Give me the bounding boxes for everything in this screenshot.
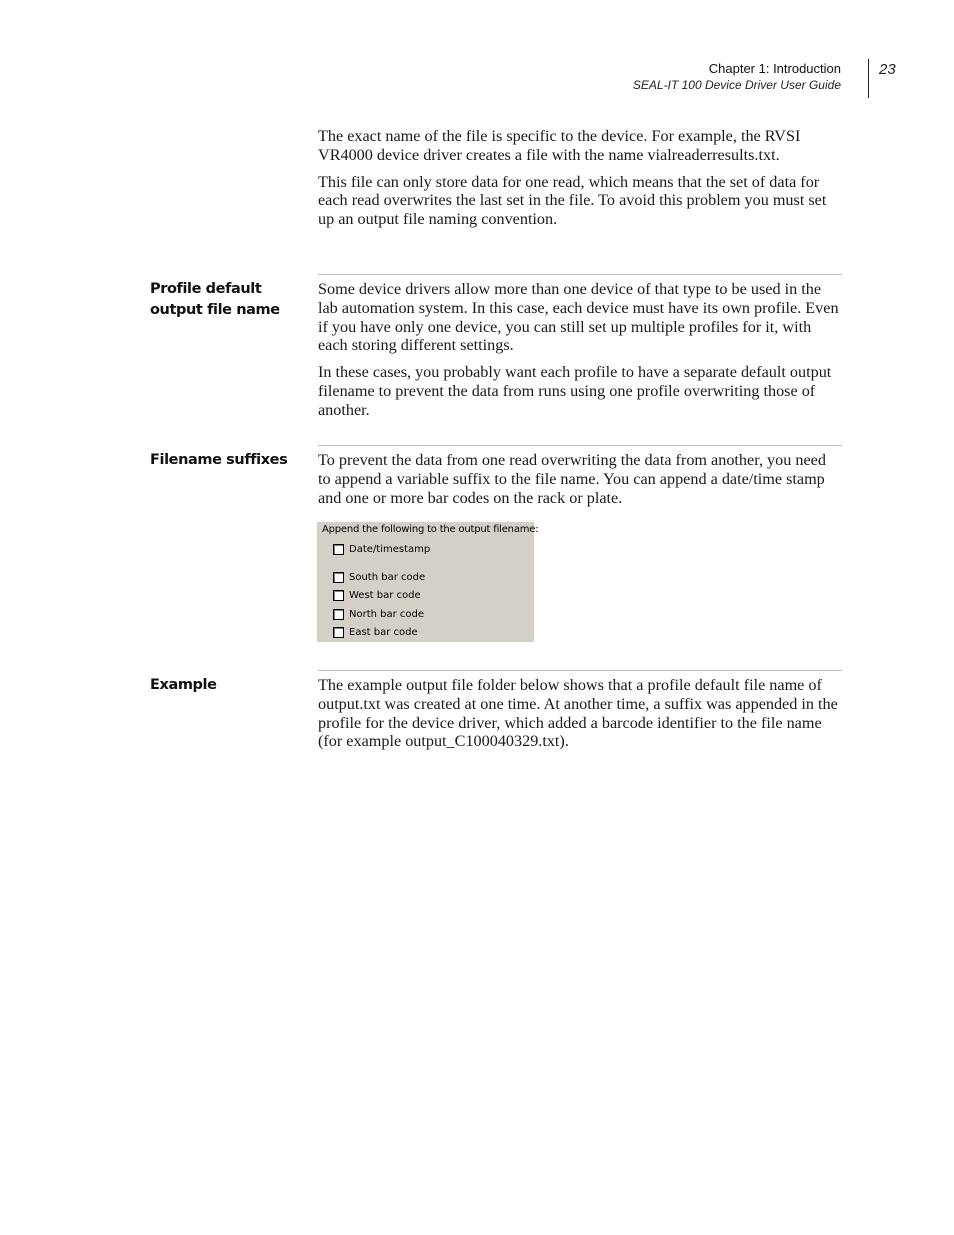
north-bar-code-checkbox[interactable] <box>333 609 344 620</box>
chapter-title: Chapter 1: Introduction <box>708 61 841 76</box>
example-section <box>318 676 842 759</box>
west-bar-code-option[interactable] <box>333 588 421 602</box>
intro-section <box>318 127 842 237</box>
example-paragraph-1: The example output file folder below shows that a profile default file name of output.txt was created at one time. At another time, a suffix was appended in the profile for the device driver, which added a barcode identifier to the file name (for example output_C100040329.txt). <box>318 676 838 751</box>
west-bar-code-label: West bar code <box>349 589 421 601</box>
intro-paragraph-2: This file can only store data for one read, which means that the set of data for each read overwrites the last set in the file. To avoid this problem you must set up an output file naming convention. <box>318 172 827 229</box>
east-bar-code-option[interactable] <box>333 625 418 639</box>
east-bar-code-checkbox[interactable] <box>333 627 344 638</box>
append-options-panel <box>317 522 539 642</box>
date-timestamp-checkbox[interactable] <box>333 544 344 555</box>
running-header <box>633 61 841 93</box>
south-bar-code-label: South bar code <box>349 571 426 583</box>
section-divider <box>318 670 842 671</box>
north-bar-code-option[interactable] <box>333 607 424 621</box>
guide-title: SEAL-IT 100 Device Driver User Guide <box>632 78 841 92</box>
profile-default-paragraph-1: Some device drivers allow more than one device of that type to be used in the lab automation system. In this case, each device must have its own profile. Even if you have only one device, you can still set up multiple profiles for it, with each storing different settings. <box>318 280 839 355</box>
section-divider <box>318 445 842 446</box>
date-timestamp-label: Date/timestamp <box>349 543 431 555</box>
page-number: 23 <box>879 61 896 78</box>
profile-default-section <box>318 280 842 428</box>
intro-paragraph-1: The exact name of the file is specific to the device. For example, the RVSI VR4000 device driver creates a file with the name vialreaderresults.txt. <box>318 127 801 164</box>
example-heading: Example <box>150 677 217 693</box>
filename-suffixes-paragraph-1: To prevent the data from one read overwriting the data from another, you need to append a variable suffix to the file name. You can append a date/time stamp and one or more bar codes on the rack or plate. <box>318 451 826 507</box>
profile-default-heading: Profile default output file name <box>150 281 280 318</box>
profile-default-paragraph-2: In these cases, you probably want each profile to have a separate default output filename to prevent the data from runs using one profile overwriting those of another. <box>318 363 832 419</box>
east-bar-code-label: East bar code <box>349 626 418 638</box>
header-divider <box>868 59 869 98</box>
append-options-caption: Append the following to the output filename: <box>322 524 539 535</box>
date-timestamp-option[interactable] <box>333 542 430 556</box>
section-divider <box>318 274 842 275</box>
filename-suffixes-section <box>318 451 842 515</box>
south-bar-code-checkbox[interactable] <box>333 572 344 583</box>
south-bar-code-option[interactable] <box>333 570 425 584</box>
west-bar-code-checkbox[interactable] <box>333 590 344 601</box>
filename-suffixes-heading: Filename suffixes <box>150 452 288 468</box>
north-bar-code-label: North bar code <box>349 608 425 620</box>
